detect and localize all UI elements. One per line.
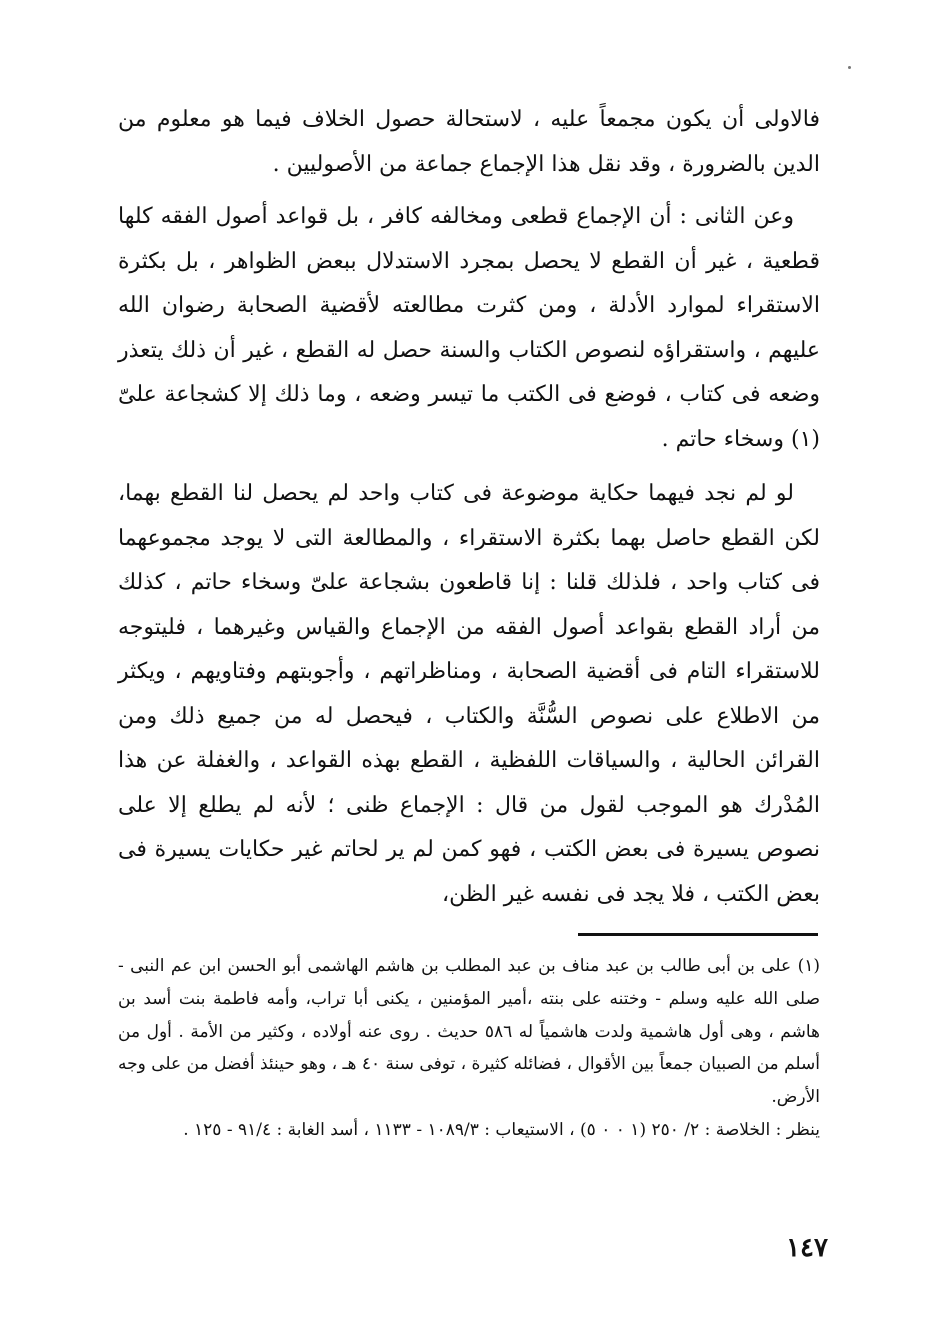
footnote-1: (١) على بن أبى طالب بن عبد مناف بن عبد المطلب بن هاشم الهاشمى أبو الحسن ابن عم النبى - صلى الله عليه وسلم - وختنه على بنته ،أمير المؤمنين ، يكنى أبا تراب، وأمه فاطمة بنت أسد بن هاشم ، وهى أول هاشمية ولدت هاشمياً له ٥٨٦ حديث . روى عنه أولاده ، وكثير من الأمة . أول من أسلم من الصبيان جمعاً بين الأقوال ، فضائله كثيرة ، توفى سنة ٤٠ هـ ، وهو حينئذ أفضل من على وجه الأرض.: [118, 956, 820, 1108]
footnote-block: [118, 950, 820, 1147]
main-text-block: [118, 98, 820, 917]
scan-speck: [848, 66, 851, 69]
paragraph-1: فالاولى أن يكون مجمعاً عليه ، لاستحالة حصول الخلاف فيما هو معلوم من الدين بالضرورة ، وقد نقل هذا الإجماع جماعة من الأصوليين .: [118, 107, 820, 177]
footnote-divider: [578, 933, 818, 936]
page-number: ١٤٧: [786, 1233, 828, 1263]
paragraph-2: وعن الثانى : أن الإجماع قطعى ومخالفه كافر ، بل قواعد أصول الفقه كلها قطعية ، غير أن القطع لا يحصل بمجرد الاستدلال ببعض الظواهر ، بل بكثرة الاستقراء لموارد الأدلة ، ومن كثرت مطالعته لأقضية الصحابة رضوان الله عليهم ، واستقراؤه لنصوص الكتاب والسنة حصل له القطع ، غير أن ذلك يتعذر وضعه فى كتاب ، فوضع فى الكتب ما تيسر وضعه ، وما ذلك إلا كشجاعة علىّ (١) وسخاء حاتم .: [118, 204, 820, 452]
paragraph-3: لو لم نجد فيهما حكاية موضوعة فى كتاب واحد لم يحصل لنا القطع بهما، لكن القطع حاصل بهما بكثرة الاستقراء ، والمطالعة التى لا يوجد مجموعهما فى كتاب واحد ، فلذلك قلنا : إنا قاطعون بشجاعة علىّ وسخاء حاتم ، كذلك من أراد القطع بقواعد أصول الفقه من الإجماع والقياس وغيرهما ، فليتوجه للاستقراء التام فى أقضية الصحابة ، ومناظراتهم ، وأجوبتهم وفتاويهم ، ويكثر من الاطلاع على نصوص السُّنَّة والكتاب ، فيحصل له من جميع ذلك ومن القرائن الحالية ، والسياقات اللفظية ، القطع بهذه القواعد ، والغفلة عن هذا المُدْرك هو الموجب لقول من قال : الإجماع ظنى ؛ لأنه لم يطلع إلا على نصوص يسيرة فى بعض الكتب ، فهو كمن لم ير لحاتم غير حكايات يسيرة فى بعض الكتب ، فلا يجد فى نفسه غير الظن،: [118, 481, 820, 907]
footnote-references: ينظر : الخلاصة : ٢/ ٢٥٠ (١ ٠ ٠ ٥) ، الاستيعاب : ١٠٨٩/٣ - ١١٣٣ ، أسد الغابة : ٩١/٤ - ١٢٥ .: [183, 1119, 820, 1140]
